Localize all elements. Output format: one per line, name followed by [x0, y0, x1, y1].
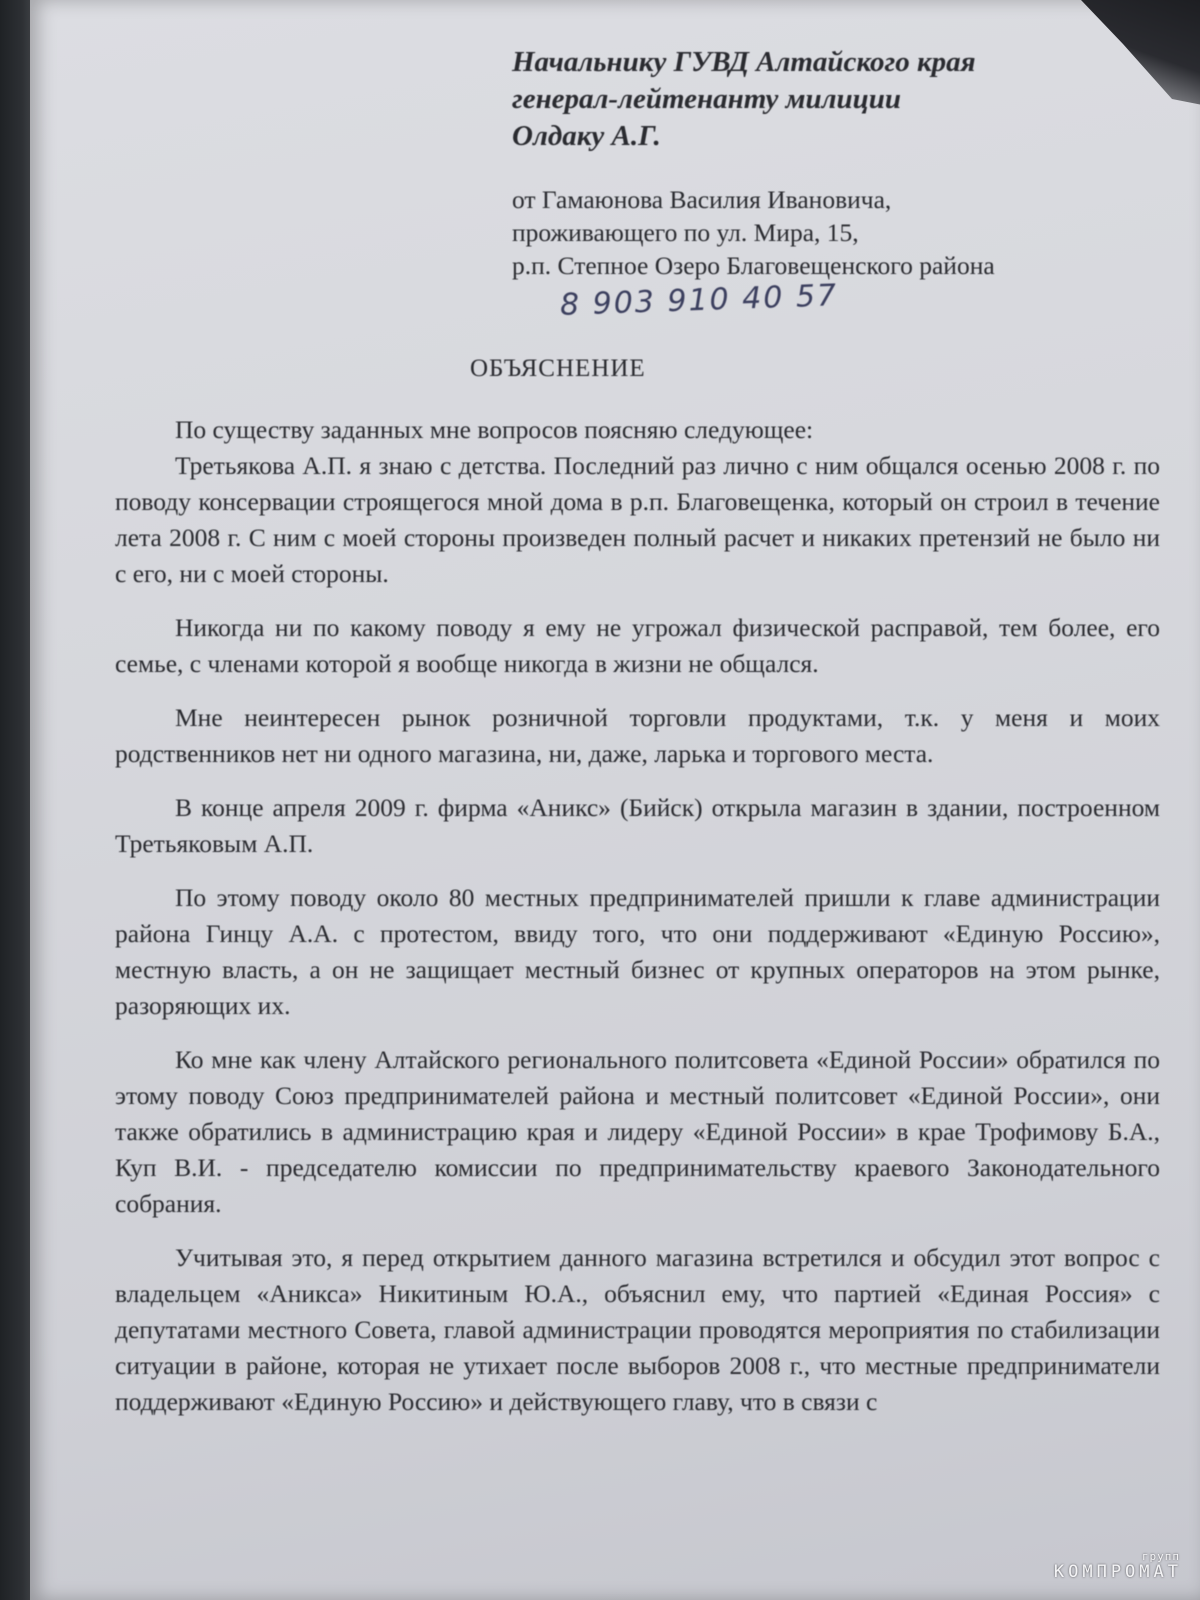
body-paragraph: Ко мне как члену Алтайского регионального политсовета «Единой России» обратился по этому поводу Союз предпринимателей района и местный политсовет «Единой России», они также обратились в администрацию края и лидеру «Единой России» в крае Трофимову Б.А., Куп В.И. - председателю комиссии по предпринимательству краевого Законодательного собрания. [115, 1045, 1160, 1218]
body-paragraph: Учитывая это, я перед открытием данного магазина встретился и обсудил этот вопрос с владельцем «Аникса» Никитиным Ю.А., объяснил ему, что партией «Единая Россия» с депутатами местного Совета, главой администрации проводятся мероприятия по стабилизации ситуации в районе, которая не утихает после выборов 2008 г., что местные предприниматели поддерживают «Единую Россию» и действующего главу, что в связи с [115, 1243, 1160, 1416]
body-paragraph: Третьякова А.П. я знаю с детства. Последний раз лично с ним общался осенью 2008 г. по поводу консервации строящегося мной дома в р.п. Благовещенка, который он строил в течение лета 2008 г. С ним с моей стороны произведен полный расчет и никаких претензий не было ни с его, ни с моей стороны. [115, 451, 1160, 588]
paper-sheet [30, 0, 1200, 1600]
addressee-line-3: Олдаку А.Г. [512, 120, 661, 152]
sender-block [512, 183, 1152, 282]
addressee-block [512, 44, 1152, 155]
body-paragraph: Никогда ни по какому поводу я ему не угрожал физической расправой, тем более, его семье, с членами которой я вообще никогда в жизни не общался. [115, 613, 1160, 678]
watermark-small-text: групп [1141, 1550, 1180, 1563]
sender-line-1: от Гамаюнова Василия Ивановича, [512, 185, 892, 214]
body-paragraph: По этому поводу около 80 местных предпринимателей пришли к главе администрации района Гинцу А.А. с протестом, ввиду того, что они поддерживают «Единую Россию», местную власть, а он не защищает местный бизнес от крупных операторов на этом рынке, разоряющих их. [115, 883, 1160, 1020]
body-paragraph: Мне неинтересен рынок розничной торговли продуктами, т.к. у меня и моих родственников нет ни одного магазина, ни, даже, ларька и торгового места. [115, 703, 1160, 768]
watermark-logo [1053, 1550, 1182, 1582]
body-paragraph: По существу заданных мне вопросов поясняю следующее: [175, 415, 814, 444]
body-paragraph: В конце апреля 2009 г. фирма «Аникс» (Бийск) открыла магазин в здании, построенном Третьяковым А.П. [115, 793, 1160, 858]
letter-document [30, 0, 1200, 1600]
addressee-line-1: Начальнику ГУВД Алтайского края [512, 46, 976, 78]
sender-line-2: проживающего по ул. Мира, 15, [512, 218, 859, 247]
addressee-line-2: генерал-лейтенанту милиции [512, 83, 902, 115]
watermark-main-text: КОМПРОМАТ [1053, 1562, 1182, 1582]
handwritten-phone-number: 8 903 910 40 57 [559, 278, 839, 323]
document-title: ОБЪЯСНЕНИЕ [470, 355, 646, 382]
sender-line-3: р.п. Степное Озеро Благовещенского района [512, 251, 995, 280]
document-body [115, 412, 1160, 1438]
